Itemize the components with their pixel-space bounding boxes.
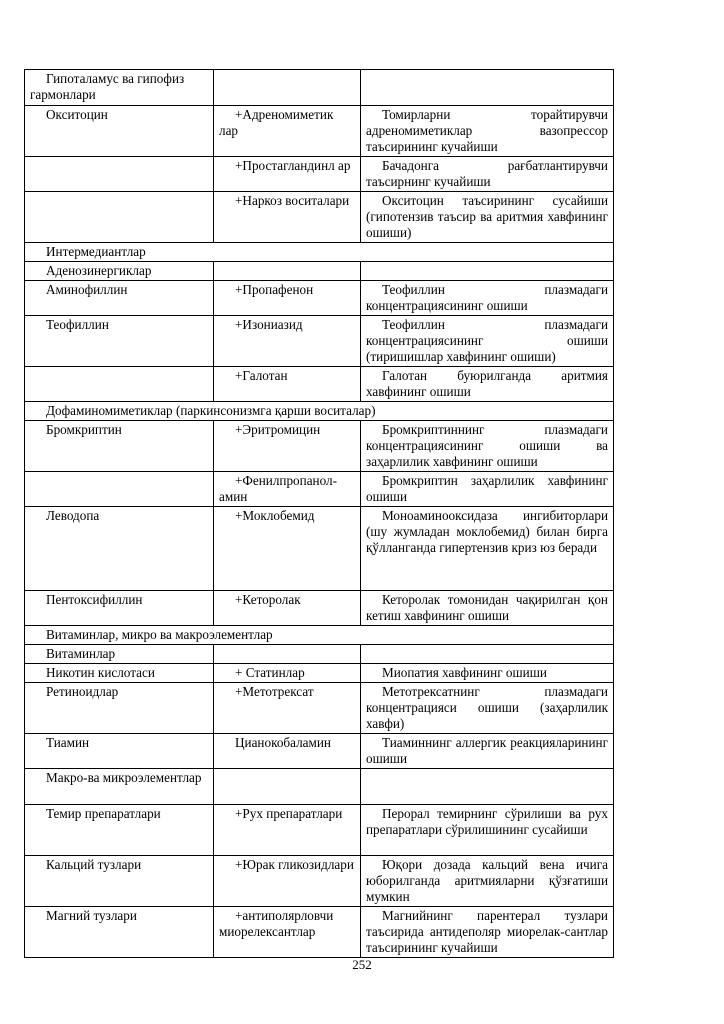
section-heading: Интермедиантлар xyxy=(25,243,614,262)
drug-cell xyxy=(25,367,214,402)
effect-cell: Метотрексатнинг плазмадаги концентрацияси ошиши (заҳарлилик хавфи) xyxy=(361,683,614,734)
drug-cell: Витаминлар xyxy=(25,645,214,664)
drug-cell: Леводопа xyxy=(25,507,214,591)
drug-cell: Ретиноидлар xyxy=(25,683,214,734)
drug-cell: Темир препаратлари xyxy=(25,805,214,856)
interacting-drug-cell: +Кеторолак xyxy=(214,591,361,626)
drug-cell: Кальций тузлари xyxy=(25,856,214,907)
drug-cell: Аминофиллин xyxy=(25,281,214,316)
table-row xyxy=(25,645,614,664)
table-row xyxy=(25,907,614,958)
effect-cell: Теофиллин плазмадаги концентрациясининг ошиши (тиришишлар хавфининг ошиши) xyxy=(361,316,614,367)
interacting-drug-cell: +Простагландинл ар xyxy=(214,157,361,192)
table-row xyxy=(25,106,614,157)
page-number: 252 xyxy=(352,957,372,972)
drug-cell: Гипоталамус ва гипофиз гармонлари xyxy=(25,70,214,106)
interacting-drug-cell: Цианокобаламин xyxy=(214,734,361,769)
interacting-drug-cell: +Наркоз воситалари xyxy=(214,192,361,243)
drug-cell: Теофиллин xyxy=(25,316,214,367)
interacting-drug-cell xyxy=(214,70,361,106)
interacting-drug-cell: +Юрак гликозидлари xyxy=(214,856,361,907)
drug-cell: Окситоцин xyxy=(25,106,214,157)
table-row xyxy=(25,262,614,281)
effect-cell: Окситоцин таъсирининг сусайиши (гипотензив таъсир ва аритмия хавфининг ошиши) xyxy=(361,192,614,243)
interacting-drug-cell xyxy=(214,262,361,281)
interacting-drug-cell: +Галотан xyxy=(214,367,361,402)
effect-cell xyxy=(361,70,614,106)
table-row xyxy=(25,157,614,192)
effect-cell: Магнийнинг парентерал тузлари таъсирида антидеполяр миорелак-сантлар таъсирининг кучайиши xyxy=(361,907,614,958)
drug-cell xyxy=(25,192,214,243)
drug-cell xyxy=(25,472,214,507)
table-row xyxy=(25,626,614,645)
interacting-drug-cell: + Статинлар xyxy=(214,664,361,683)
drug-interaction-table xyxy=(24,69,614,958)
table-row xyxy=(25,805,614,856)
table-row xyxy=(25,316,614,367)
effect-cell xyxy=(361,645,614,664)
interacting-drug-cell: +Фенилпропанол-амин xyxy=(214,472,361,507)
table-row xyxy=(25,70,614,106)
effect-cell: Бромкриптин заҳарлилик хавфининг ошиши xyxy=(361,472,614,507)
effect-cell: Галотан буюрилганда аритмия хавфининг ошиши xyxy=(361,367,614,402)
effect-cell: Теофиллин плазмадаги концентрациясининг ошиши xyxy=(361,281,614,316)
table-row xyxy=(25,192,614,243)
interacting-drug-cell: +Изониазид xyxy=(214,316,361,367)
interacting-drug-cell: +антиполярловчи миорелексантлар xyxy=(214,907,361,958)
table-row xyxy=(25,367,614,402)
effect-cell: Бромкриптиннинг плазмадаги концентрациясининг ошиши ва заҳарлилик хавфининг ошиши xyxy=(361,421,614,472)
section-heading: Витаминлар, микро ва макроэлементлар xyxy=(25,626,614,645)
effect-cell xyxy=(361,262,614,281)
table-row xyxy=(25,591,614,626)
table-body xyxy=(25,70,614,958)
interacting-drug-cell: +Эритромицин xyxy=(214,421,361,472)
table-row xyxy=(25,472,614,507)
table-row xyxy=(25,856,614,907)
interacting-drug-cell: +Пропафенон xyxy=(214,281,361,316)
table-row xyxy=(25,683,614,734)
drug-cell: Макро-ва микроэлементлар xyxy=(25,769,214,805)
table-row xyxy=(25,769,614,805)
drug-cell xyxy=(25,157,214,192)
table-row xyxy=(25,734,614,769)
effect-cell: Томирларни торайтирувчи адреномиметиклар вазопрессор таъсирининг кучайиши xyxy=(361,106,614,157)
table-row xyxy=(25,281,614,316)
effect-cell: Юқори дозада кальций вена ичига юборилганда аритмияларни қўзғатиши мумкин xyxy=(361,856,614,907)
section-heading: Дофаминомиметиклар (паркинсонизмга қарши воситалар) xyxy=(25,402,614,421)
interacting-drug-cell xyxy=(214,769,361,805)
effect-cell: Миопатия хавфининг ошиши xyxy=(361,664,614,683)
drug-cell: Тиамин xyxy=(25,734,214,769)
effect-cell: Перорал темирнинг сўрилиши ва рух препаратлари сўрилишининг сусайиши xyxy=(361,805,614,856)
table-row xyxy=(25,507,614,591)
table-row xyxy=(25,664,614,683)
interacting-drug-cell: +Адреномиметик лар xyxy=(214,106,361,157)
effect-cell: Бачадонга рағбатлантирувчи таъсирнинг кучайиши xyxy=(361,157,614,192)
table-row xyxy=(25,402,614,421)
table-row xyxy=(25,421,614,472)
interacting-drug-cell: +Рух препаратлари xyxy=(214,805,361,856)
interacting-drug-cell: +Моклобемид xyxy=(214,507,361,591)
interacting-drug-cell xyxy=(214,645,361,664)
table-row xyxy=(25,243,614,262)
effect-cell xyxy=(361,769,614,805)
drug-cell: Бромкриптин xyxy=(25,421,214,472)
drug-cell: Аденозинергиклар xyxy=(25,262,214,281)
drug-cell: Пентоксифиллин xyxy=(25,591,214,626)
effect-cell: Моноаминооксидаза ингибиторлари (шу жумладан моклобемид) билан бирга қўлланганда гипертензив криз юз беради xyxy=(361,507,614,591)
effect-cell: Кеторолак томонидан чақирилган қон кетиш хавфининг ошиши xyxy=(361,591,614,626)
effect-cell: Тиаминнинг аллергик реакцияларининг ошиши xyxy=(361,734,614,769)
drug-cell: Магний тузлари xyxy=(25,907,214,958)
interacting-drug-cell: +Метотрексат xyxy=(214,683,361,734)
drug-cell: Никотин кислотаси xyxy=(25,664,214,683)
